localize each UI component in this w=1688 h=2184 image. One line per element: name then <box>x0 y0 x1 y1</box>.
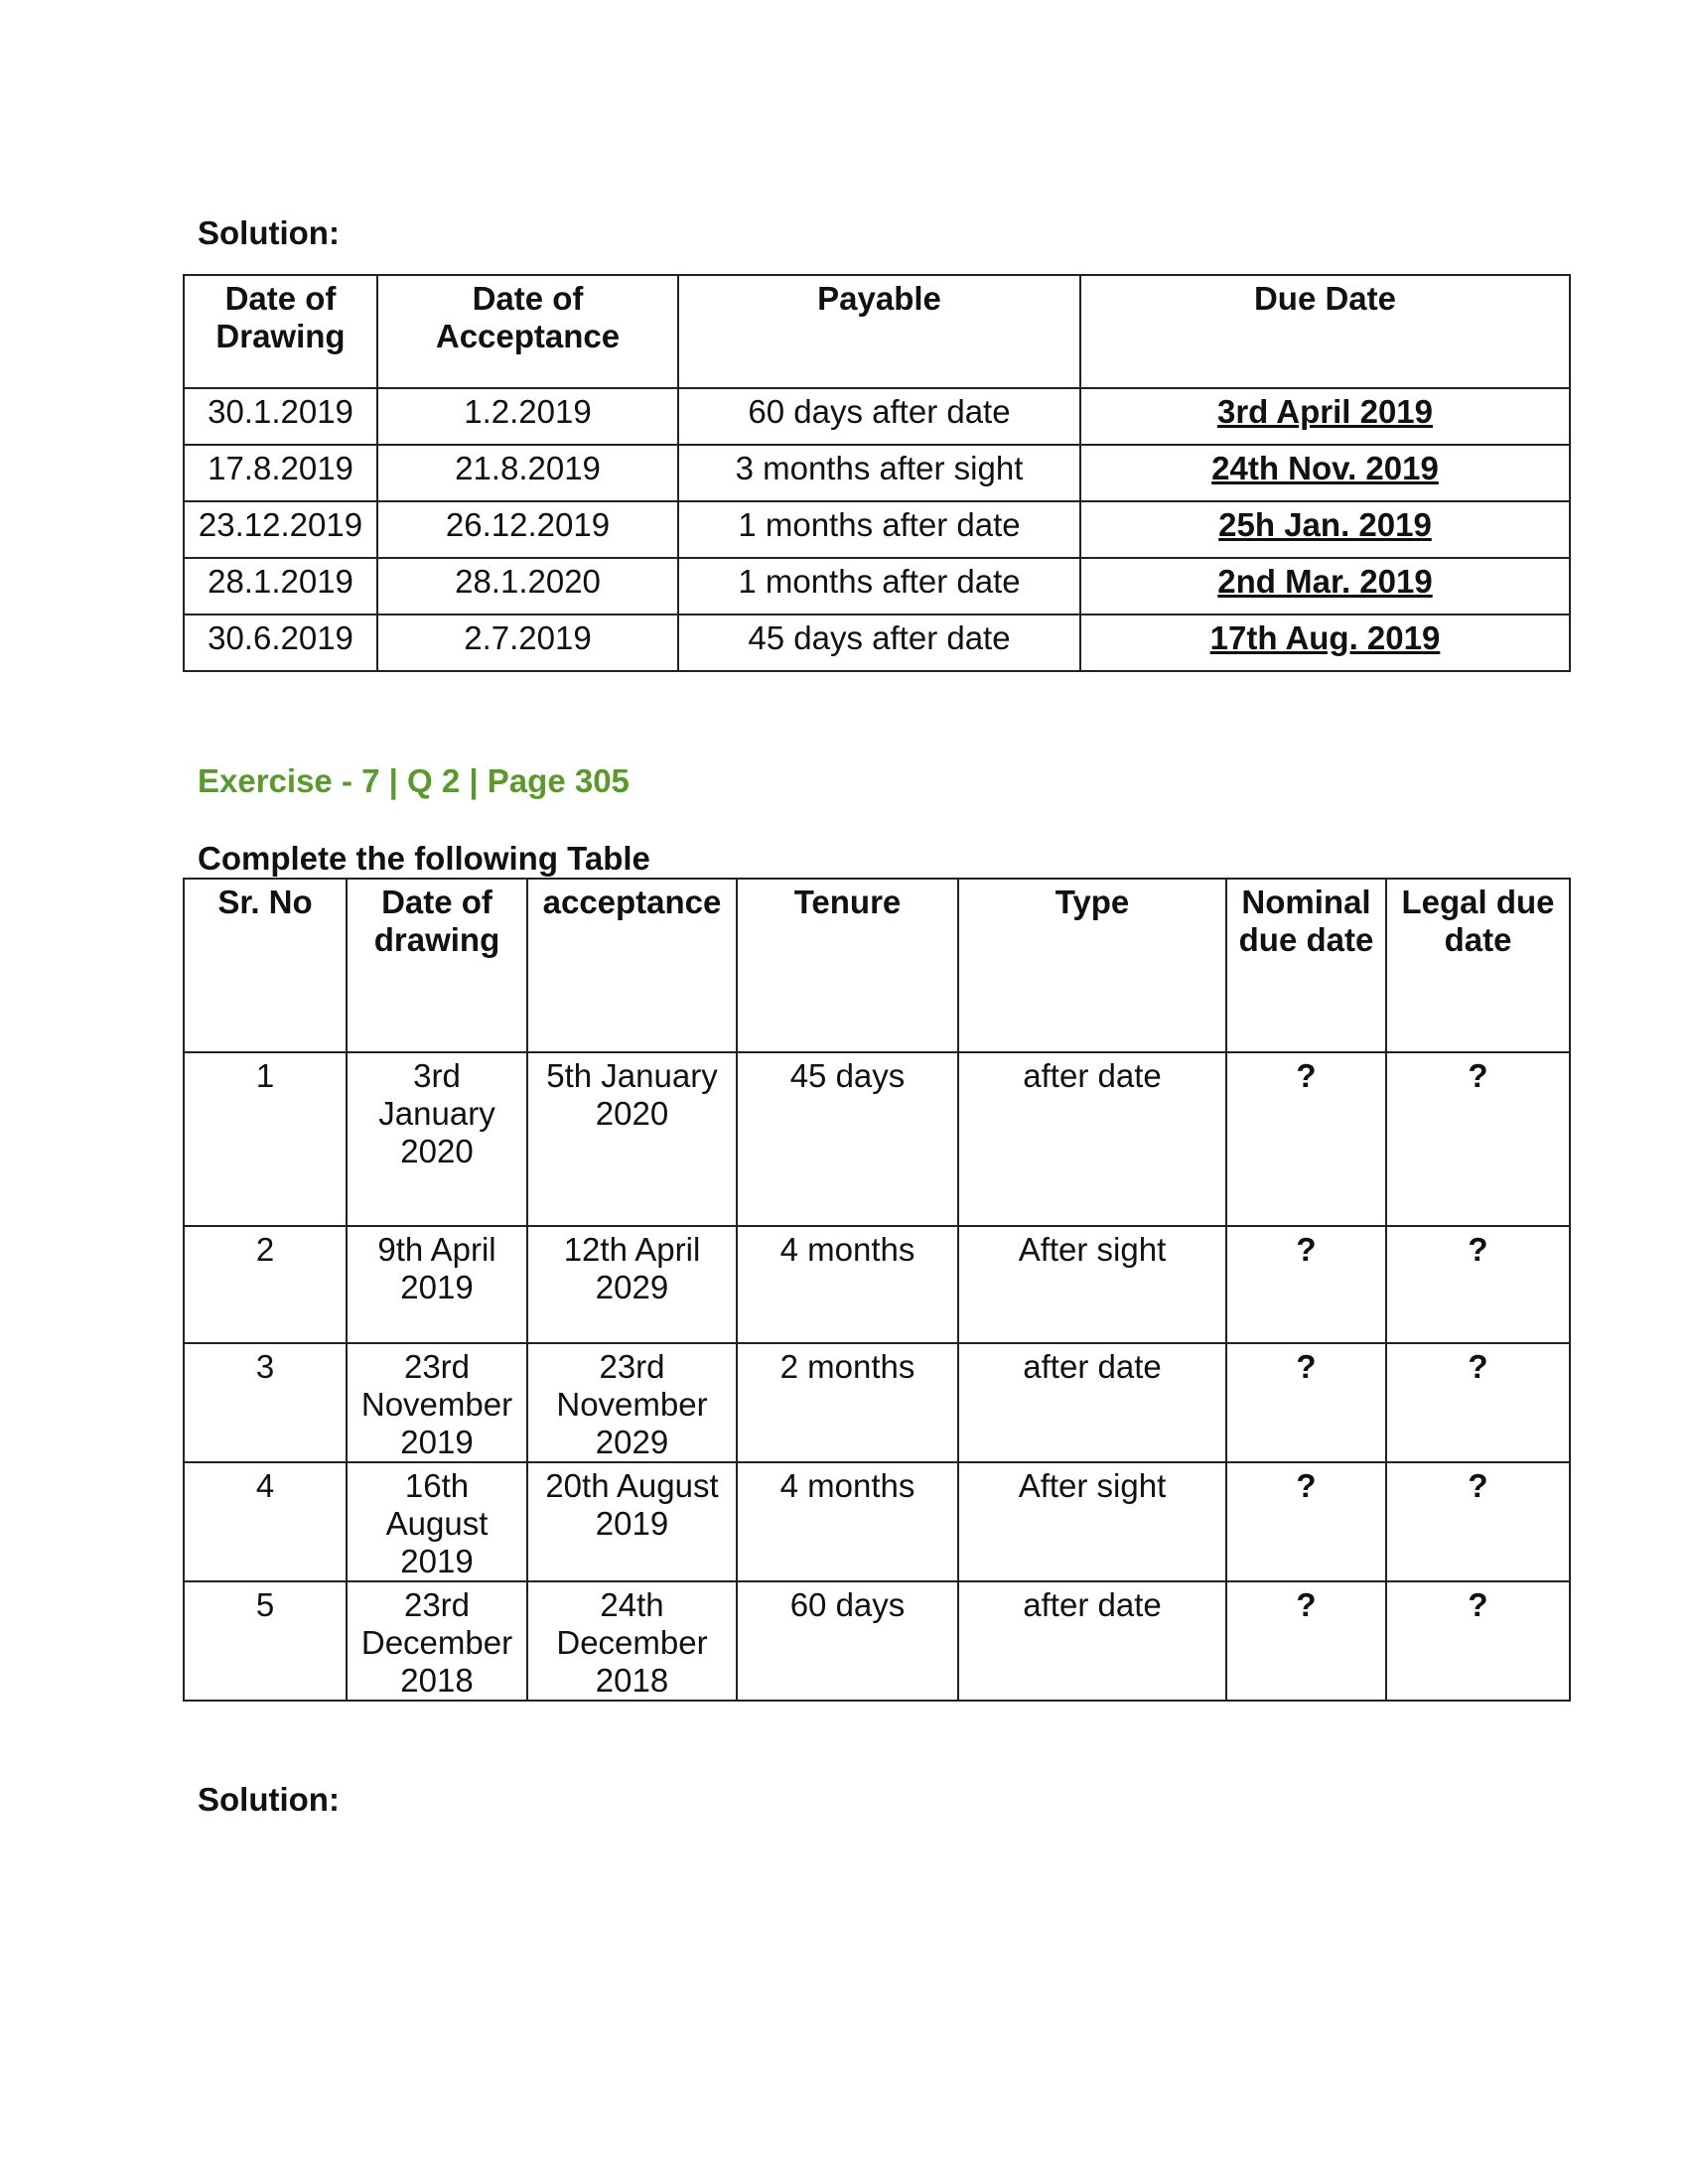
cell-date-of-acceptance: 2.7.2019 <box>377 614 678 671</box>
cell-tenure: 45 days <box>737 1052 958 1226</box>
column-header-payable: Payable <box>678 275 1080 388</box>
cell-nominal-due-date: ? <box>1226 1052 1386 1226</box>
solution-heading: Solution: <box>198 214 340 251</box>
solution-heading: Solution: <box>198 1781 340 1818</box>
cell-acceptance: 24th December 2018 <box>527 1581 737 1701</box>
cell-payable: 1 months after date <box>678 558 1080 614</box>
column-header-due-date: Due Date <box>1080 275 1570 388</box>
cell-payable: 1 months after date <box>678 501 1080 558</box>
exercise-table <box>183 878 1571 1702</box>
table-row <box>184 1052 1570 1226</box>
cell-tenure: 4 months <box>737 1226 958 1343</box>
cell-sr-no: 3 <box>184 1343 347 1462</box>
cell-acceptance: 12th April 2029 <box>527 1226 737 1343</box>
column-header-nominal-due-date: Nominal due date <box>1226 879 1386 1052</box>
cell-nominal-due-date: ? <box>1226 1581 1386 1701</box>
cell-due-date: 25h Jan. 2019 <box>1080 501 1570 558</box>
cell-legal-due-date: ? <box>1386 1343 1570 1462</box>
cell-due-date: 3rd April 2019 <box>1080 388 1570 445</box>
due-date-solution-table <box>183 274 1571 672</box>
cell-date-of-drawing: 30.6.2019 <box>184 614 377 671</box>
cell-sr-no: 2 <box>184 1226 347 1343</box>
table-title: Complete the following Table <box>198 840 650 877</box>
cell-nominal-due-date: ? <box>1226 1226 1386 1343</box>
cell-due-date: 17th Aug. 2019 <box>1080 614 1570 671</box>
cell-acceptance: 23rd November 2029 <box>527 1343 737 1462</box>
cell-payable: 3 months after sight <box>678 445 1080 501</box>
cell-legal-due-date: ? <box>1386 1462 1570 1581</box>
cell-sr-no: 5 <box>184 1581 347 1701</box>
table-row <box>184 388 1570 445</box>
column-header-date-of-drawing: Date of Drawing <box>184 275 377 388</box>
cell-date-of-drawing: 3rd January 2020 <box>347 1052 527 1226</box>
cell-due-date: 24th Nov. 2019 <box>1080 445 1570 501</box>
column-header-tenure: Tenure <box>737 879 958 1052</box>
table-header-row <box>184 275 1570 388</box>
column-header-acceptance: acceptance <box>527 879 737 1052</box>
table-row <box>184 501 1570 558</box>
column-header-type: Type <box>958 879 1226 1052</box>
column-header-date-of-acceptance: Date of Acceptance <box>377 275 678 388</box>
table-row <box>184 445 1570 501</box>
exercise-title: Exercise - 7 | Q 2 | Page 305 <box>198 762 630 799</box>
table-header-row <box>184 879 1570 1052</box>
cell-type: After sight <box>958 1462 1226 1581</box>
cell-type: after date <box>958 1581 1226 1701</box>
column-header-sr-no: Sr. No <box>184 879 347 1052</box>
cell-type: after date <box>958 1052 1226 1226</box>
cell-nominal-due-date: ? <box>1226 1462 1386 1581</box>
cell-legal-due-date: ? <box>1386 1581 1570 1701</box>
table-row <box>184 558 1570 614</box>
table-row <box>184 1343 1570 1462</box>
cell-date-of-drawing: 23rd November 2019 <box>347 1343 527 1462</box>
cell-legal-due-date: ? <box>1386 1052 1570 1226</box>
cell-acceptance: 20th August 2019 <box>527 1462 737 1581</box>
table-row <box>184 614 1570 671</box>
cell-date-of-drawing: 23.12.2019 <box>184 501 377 558</box>
cell-type: After sight <box>958 1226 1226 1343</box>
cell-date-of-drawing: 28.1.2019 <box>184 558 377 614</box>
cell-acceptance: 5th January 2020 <box>527 1052 737 1226</box>
cell-sr-no: 1 <box>184 1052 347 1226</box>
cell-date-of-drawing: 17.8.2019 <box>184 445 377 501</box>
cell-date-of-acceptance: 28.1.2020 <box>377 558 678 614</box>
column-header-legal-due-date: Legal due date <box>1386 879 1570 1052</box>
cell-date-of-acceptance: 26.12.2019 <box>377 501 678 558</box>
cell-date-of-drawing: 16th August 2019 <box>347 1462 527 1581</box>
cell-payable: 45 days after date <box>678 614 1080 671</box>
cell-sr-no: 4 <box>184 1462 347 1581</box>
cell-tenure: 60 days <box>737 1581 958 1701</box>
cell-tenure: 4 months <box>737 1462 958 1581</box>
cell-date-of-drawing: 30.1.2019 <box>184 388 377 445</box>
column-header-date-of-drawing: Date of drawing <box>347 879 527 1052</box>
cell-nominal-due-date: ? <box>1226 1343 1386 1462</box>
cell-payable: 60 days after date <box>678 388 1080 445</box>
table-row <box>184 1581 1570 1701</box>
cell-date-of-acceptance: 1.2.2019 <box>377 388 678 445</box>
cell-tenure: 2 months <box>737 1343 958 1462</box>
cell-type: after date <box>958 1343 1226 1462</box>
cell-date-of-drawing: 9th April 2019 <box>347 1226 527 1343</box>
cell-legal-due-date: ? <box>1386 1226 1570 1343</box>
cell-due-date: 2nd Mar. 2019 <box>1080 558 1570 614</box>
cell-date-of-drawing: 23rd December 2018 <box>347 1581 527 1701</box>
cell-date-of-acceptance: 21.8.2019 <box>377 445 678 501</box>
table-row <box>184 1462 1570 1581</box>
table-row <box>184 1226 1570 1343</box>
